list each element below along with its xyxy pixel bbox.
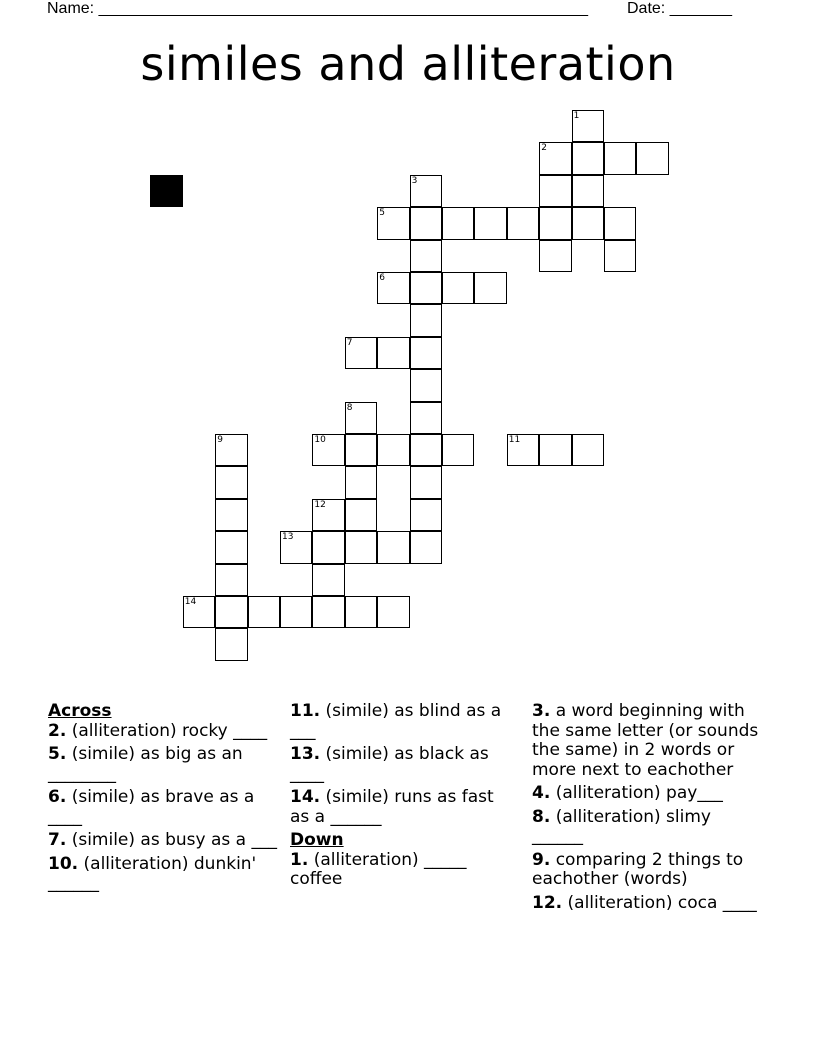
clue-item xyxy=(48,722,278,742)
grid-cell[interactable] xyxy=(345,337,377,369)
clue-item xyxy=(290,788,515,827)
clue-number-label: 5. xyxy=(48,744,67,764)
grid-cell[interactable] xyxy=(410,499,442,531)
clue-text: (alliteration) _____ coffee xyxy=(290,849,467,889)
clue-text: (alliteration) dunkin' ______ xyxy=(48,853,257,893)
clue-item xyxy=(290,702,515,741)
grid-cell[interactable] xyxy=(410,369,442,401)
down-clue-list xyxy=(290,851,515,890)
clue-text: (simile) as black as ____ xyxy=(290,744,489,784)
clue-item xyxy=(48,831,278,851)
grid-cell[interactable] xyxy=(215,628,247,660)
grid-cell[interactable] xyxy=(312,531,344,563)
clue-text: (alliteration) slimy ______ xyxy=(532,806,711,846)
grid-cell[interactable] xyxy=(377,337,409,369)
grid-cell[interactable] xyxy=(604,142,636,174)
grid-cell[interactable] xyxy=(280,531,312,563)
grid-cell[interactable] xyxy=(539,142,571,174)
grid-cell[interactable] xyxy=(312,499,344,531)
name-field[interactable]: Name: _______________________________________________________ xyxy=(47,0,588,17)
grid-cell[interactable] xyxy=(539,207,571,239)
grid-cell[interactable] xyxy=(410,402,442,434)
clue-number-label: 7. xyxy=(48,830,67,850)
grid-cell[interactable] xyxy=(280,596,312,628)
grid-cell[interactable] xyxy=(377,207,409,239)
clue-number-label: 14. xyxy=(290,787,321,807)
grid-cell[interactable] xyxy=(345,402,377,434)
grid-cell[interactable] xyxy=(410,207,442,239)
clue-item xyxy=(532,784,762,804)
grid-cell[interactable] xyxy=(410,272,442,304)
grid-cell[interactable] xyxy=(442,434,474,466)
grid-cell[interactable] xyxy=(572,434,604,466)
grid-cell[interactable] xyxy=(215,596,247,628)
clue-number-label: 4. xyxy=(532,783,551,803)
clue-number: 1 xyxy=(573,111,580,121)
clue-text: (alliteration) coca ____ xyxy=(562,892,757,913)
grid-cell[interactable] xyxy=(442,272,474,304)
grid-cell[interactable] xyxy=(312,596,344,628)
grid-cell[interactable] xyxy=(183,596,215,628)
clues-column-3 xyxy=(532,702,762,917)
grid-cell[interactable] xyxy=(604,207,636,239)
clue-number: 14 xyxy=(184,597,197,607)
clue-item xyxy=(290,851,515,890)
clue-number-label: 12. xyxy=(532,892,563,913)
grid-cell[interactable] xyxy=(410,304,442,336)
clue-number-label: 2. xyxy=(48,720,67,741)
clue-item xyxy=(532,808,762,847)
clue-number: 3 xyxy=(411,175,418,186)
clue-number-label: 3. xyxy=(532,701,551,721)
grid-cell[interactable] xyxy=(345,466,377,498)
grid-cell[interactable] xyxy=(377,596,409,628)
clue-text: (simile) as big as an ________ xyxy=(48,744,243,784)
clue-text: (alliteration) rocky ____ xyxy=(66,720,268,741)
clues-column-2 xyxy=(290,702,515,894)
clue-number-label: 10. xyxy=(48,853,79,874)
grid-cell[interactable] xyxy=(572,110,604,142)
grid-cell[interactable] xyxy=(377,531,409,563)
clue-text: (simile) as brave as a ____ xyxy=(48,787,255,827)
clue-item xyxy=(290,745,515,784)
grid-cell[interactable] xyxy=(539,175,571,207)
clue-number: 10 xyxy=(314,435,326,445)
clue-number: 2 xyxy=(541,143,547,154)
grid-cell[interactable] xyxy=(312,434,344,466)
clue-item xyxy=(532,851,762,890)
clue-text: (simile) runs as fast as a ______ xyxy=(290,787,494,827)
clue-number-label: 13. xyxy=(290,744,321,764)
down-clue-list-continued xyxy=(532,702,762,913)
clue-number: 6 xyxy=(379,273,385,283)
date-field[interactable]: Date: _______ xyxy=(627,0,732,17)
grid-cell[interactable] xyxy=(572,207,604,239)
grid-cell[interactable] xyxy=(215,499,247,531)
grid-cell[interactable] xyxy=(345,499,377,531)
grid-cell[interactable] xyxy=(410,337,442,369)
grid-cell[interactable] xyxy=(312,564,344,596)
grid-cell[interactable] xyxy=(215,564,247,596)
grid-cell[interactable] xyxy=(474,207,506,239)
grid-cell[interactable] xyxy=(572,142,604,174)
clue-item xyxy=(48,745,278,784)
clue-number-label: 9. xyxy=(532,849,551,870)
clue-item xyxy=(48,788,278,827)
clue-item xyxy=(532,702,762,780)
grid-cell[interactable] xyxy=(345,434,377,466)
grid-cell[interactable] xyxy=(410,240,442,272)
page-title: similes and alliteration xyxy=(140,37,676,91)
clue-text: comparing 2 things to eachother (words) xyxy=(532,849,744,889)
clue-number: 11 xyxy=(508,435,521,445)
clue-number-label: 8. xyxy=(532,806,551,827)
clue-text: a word beginning with the same letter (or sounds the same) in 2 words or more next to eachother xyxy=(532,701,759,780)
clue-text: (alliteration) pay___ xyxy=(550,783,723,803)
grid-cell[interactable] xyxy=(539,434,571,466)
down-heading: Down xyxy=(290,830,344,850)
grid-cell[interactable] xyxy=(474,272,506,304)
grid-cell[interactable] xyxy=(410,434,442,466)
grid-cell[interactable] xyxy=(345,531,377,563)
grid-cell[interactable] xyxy=(377,434,409,466)
across-clue-list-continued xyxy=(290,702,515,827)
clue-text: (simile) as blind as a ___ xyxy=(290,701,502,741)
clue-number: 9 xyxy=(217,435,223,445)
across-heading: Across xyxy=(48,701,112,721)
clue-number: 13 xyxy=(282,532,294,543)
clue-number: 8 xyxy=(346,402,353,413)
clue-number-label: 1. xyxy=(290,849,309,870)
clue-number-label: 11. xyxy=(290,701,321,721)
grid-cell[interactable] xyxy=(248,596,280,628)
grid-cell[interactable] xyxy=(410,531,442,563)
grid-cell[interactable] xyxy=(507,434,539,466)
across-clue-list xyxy=(48,722,278,894)
grid-cell[interactable] xyxy=(410,175,442,207)
grid-cell[interactable] xyxy=(572,175,604,207)
black-square xyxy=(150,175,182,207)
clue-item xyxy=(532,894,762,914)
grid-cell[interactable] xyxy=(539,240,571,272)
grid-cell[interactable] xyxy=(377,272,409,304)
clue-number: 12 xyxy=(314,499,326,510)
grid-cell[interactable] xyxy=(215,466,247,498)
grid-cell[interactable] xyxy=(604,240,636,272)
grid-cell[interactable] xyxy=(410,466,442,498)
clue-number-label: 6. xyxy=(48,787,67,807)
clues-column-1 xyxy=(48,702,278,898)
clue-number: 7 xyxy=(346,337,353,348)
clue-text: (simile) as busy as a ___ xyxy=(66,830,277,850)
grid-cell[interactable] xyxy=(215,531,247,563)
clue-number: 5 xyxy=(379,208,385,219)
grid-cell[interactable] xyxy=(636,142,668,174)
grid-cell[interactable] xyxy=(345,596,377,628)
grid-cell[interactable] xyxy=(507,207,539,239)
grid-cell[interactable] xyxy=(215,434,247,466)
grid-cell[interactable] xyxy=(442,207,474,239)
clue-item xyxy=(48,855,278,894)
